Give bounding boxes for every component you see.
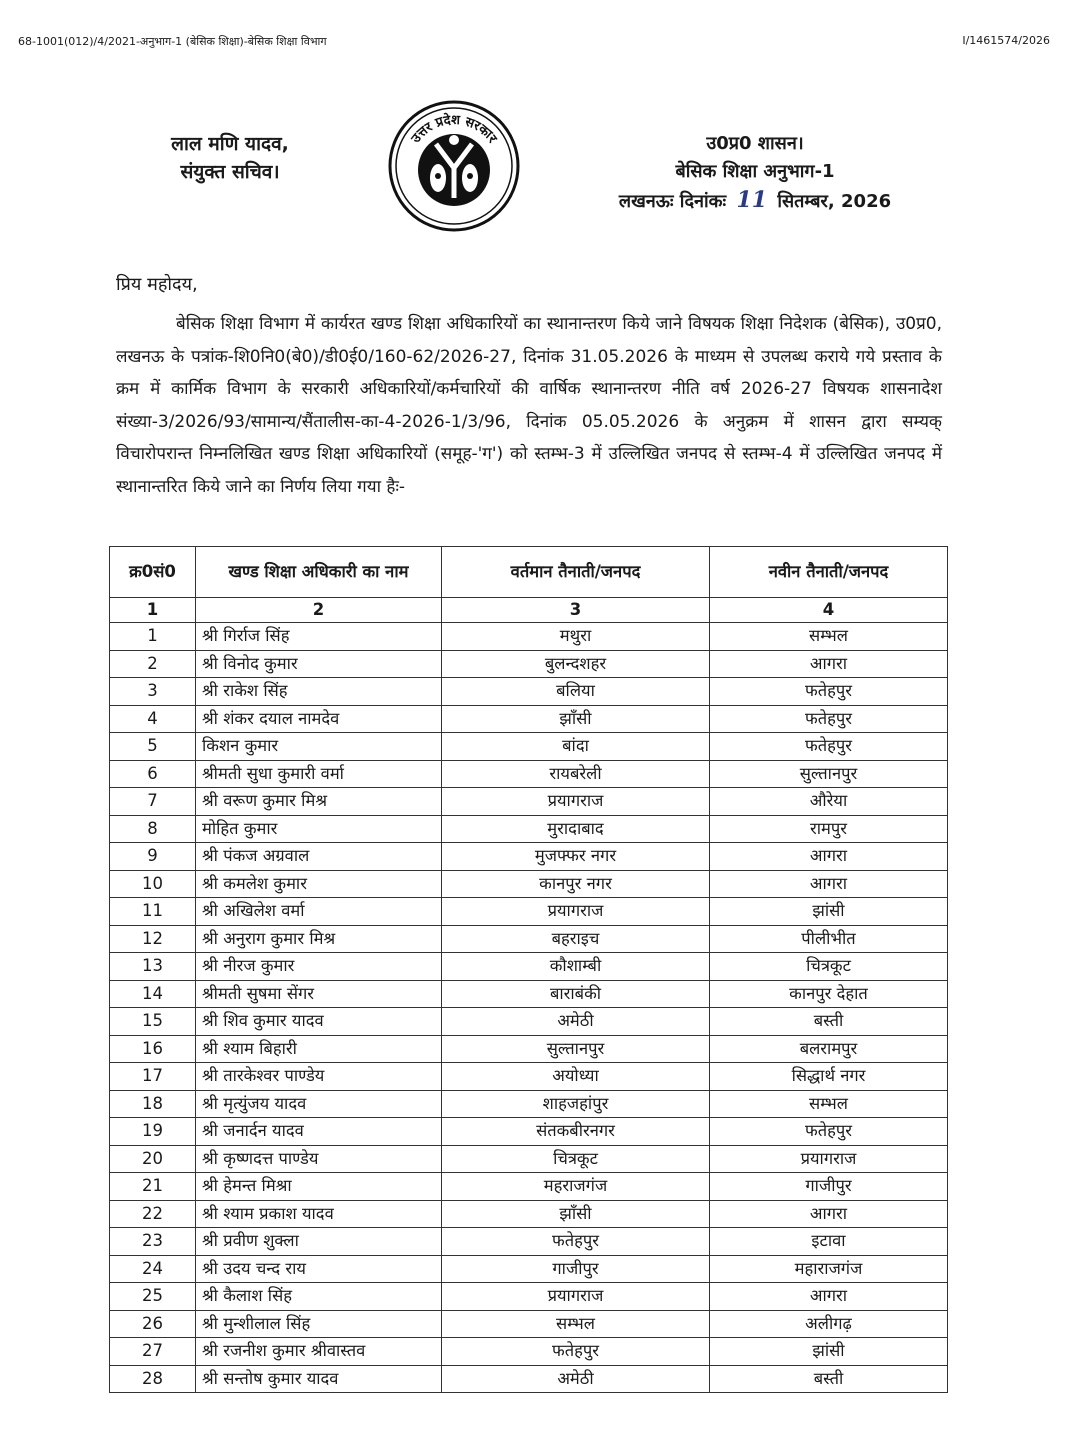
new-posting-cell: कानपुर देहात [710, 980, 948, 1008]
transfer-table-body [110, 623, 948, 1393]
letter-body-text: बेसिक शिक्षा विभाग में कार्यरत खण्ड शिक्षा अधिकारियों का स्थानान्तरण किये जाने विषयक शिक्षा निदेशक (बेसिक), उ0प्र0, लखनऊ के पत्रांक-शि0नि0(बे0)/डी0ई0/160-62/2026-27, दिनांक 31.05.2026 के माध्यम से उपलब्ध कराये गये प्रस्ताव के क्रम में कार्मिक विभाग के सरकारी अधिकारियों/कर्मचारियों की वार्षिक स्थानान्तरण नीति वर्ष 2026-27 विषयक शासनादेश संख्या-3/2026/93/सामान्य/सैंतालीस-का-4-2026-1/3/96, दिनांक 05.05.2026 के अनुक्रम में शासन द्वारा सम्यक् विचारोपरान्त निम्नलिखित खण्ड शिक्षा अधिकारियों (समूह-'ग') को स्तम्भ-3 में उल्लिखित जनपद से स्तम्भ-4 में उल्लिखित जनपद में स्थानान्तरित किये जाने का निर्णय लिया गया हैः- [116, 314, 942, 497]
sender-designation: संयुक्त सचिव। [180, 161, 280, 183]
new-posting-cell: अलीगढ़ [710, 1310, 948, 1338]
table-row [110, 1173, 948, 1201]
current-posting-cell: बाराबंकी [442, 980, 710, 1008]
officer-name-cell: श्री अनुराग कुमार मिश्र [196, 925, 442, 953]
date-prefix: लखनऊः दिनांकः [618, 191, 727, 212]
new-posting-cell: फतेहपुर [710, 678, 948, 706]
new-posting-cell: आगरा [710, 1200, 948, 1228]
date-day-handwritten: 11 [736, 187, 768, 213]
current-posting-cell: सुल्तानपुर [442, 1035, 710, 1063]
letter-body [116, 308, 942, 503]
serial-number-cell: 11 [110, 898, 196, 926]
officer-name-cell: श्री हेमन्त मिश्रा [196, 1173, 442, 1201]
column-number-row [110, 598, 948, 623]
current-posting-cell: रायबरेली [442, 760, 710, 788]
current-posting-cell: महराजगंज [442, 1173, 710, 1201]
serial-number-cell: 8 [110, 815, 196, 843]
serial-number-cell: 24 [110, 1255, 196, 1283]
new-posting-cell: सम्भल [710, 623, 948, 651]
column-number: 4 [710, 598, 948, 623]
table-row [110, 898, 948, 926]
officer-name-cell: श्री रजनीश कुमार श्रीवास्तव [196, 1338, 442, 1366]
table-row [110, 815, 948, 843]
up-government-emblem-icon [386, 98, 522, 234]
table-row [110, 650, 948, 678]
column-number: 1 [110, 598, 196, 623]
serial-number-cell: 5 [110, 733, 196, 761]
officer-name-cell: श्री अखिलेश वर्मा [196, 898, 442, 926]
current-posting-cell: अयोध्या [442, 1063, 710, 1091]
current-posting-cell: मथुरा [442, 623, 710, 651]
table-row [110, 678, 948, 706]
office-line-2: बेसिक शिक्षा अनुभाग-1 [675, 161, 835, 182]
serial-number-cell: 7 [110, 788, 196, 816]
table-row [110, 870, 948, 898]
sender-name: लाल मणि यादव, [171, 133, 289, 155]
new-posting-cell: सम्भल [710, 1090, 948, 1118]
current-posting-cell: झाँसी [442, 705, 710, 733]
table-row [110, 1090, 948, 1118]
new-posting-cell: फतेहपुर [710, 733, 948, 761]
emblem-text: उत्तर प्रदेश सरकार [408, 112, 500, 147]
table-row [110, 1035, 948, 1063]
serial-number-cell: 22 [110, 1200, 196, 1228]
officer-name-cell: श्री कमलेश कुमार [196, 870, 442, 898]
serial-number-cell: 20 [110, 1145, 196, 1173]
officer-name-cell: श्री उदय चन्द राय [196, 1255, 442, 1283]
serial-number-cell: 23 [110, 1228, 196, 1256]
new-posting-cell: पीलीभीत [710, 925, 948, 953]
serial-number-cell: 1 [110, 623, 196, 651]
current-posting-cell: कानपुर नगर [442, 870, 710, 898]
current-posting-cell: प्रयागराज [442, 788, 710, 816]
new-posting-cell: फतेहपुर [710, 705, 948, 733]
current-posting-cell: फतेहपुर [442, 1228, 710, 1256]
serial-number-cell: 27 [110, 1338, 196, 1366]
new-posting-cell: झांसी [710, 1338, 948, 1366]
new-posting-cell: आगरा [710, 650, 948, 678]
officer-name-cell: श्री प्रवीण शुक्ला [196, 1228, 442, 1256]
document-id: I/1461574/2026 [962, 34, 1050, 47]
table-row [110, 1338, 948, 1366]
table-row [110, 925, 948, 953]
current-posting-cell: संतकबीरनगर [442, 1118, 710, 1146]
date-line [570, 186, 940, 216]
new-posting-cell: महाराजगंज [710, 1255, 948, 1283]
table-row [110, 1118, 948, 1146]
current-posting-cell: बहराइच [442, 925, 710, 953]
current-posting-cell: फतेहपुर [442, 1338, 710, 1366]
officer-name-cell: मोहित कुमार [196, 815, 442, 843]
serial-number-cell: 14 [110, 980, 196, 1008]
new-posting-cell: झांसी [710, 898, 948, 926]
table-header-row [110, 547, 948, 598]
officer-name-cell: श्री श्याम बिहारी [196, 1035, 442, 1063]
serial-number-cell: 18 [110, 1090, 196, 1118]
serial-number-cell: 25 [110, 1283, 196, 1311]
header-serial: क्र0सं0 [110, 547, 196, 598]
officer-name-cell: श्री श्याम प्रकाश यादव [196, 1200, 442, 1228]
officer-name-cell: श्री मृत्युंजय यादव [196, 1090, 442, 1118]
date-suffix: सितम्बर, 2026 [777, 191, 892, 212]
new-posting-cell: बलरामपुर [710, 1035, 948, 1063]
table-row [110, 1255, 948, 1283]
officer-name-cell: किशन कुमार [196, 733, 442, 761]
serial-number-cell: 21 [110, 1173, 196, 1201]
officer-name-cell: श्री वरूण कुमार मिश्र [196, 788, 442, 816]
table-row [110, 1310, 948, 1338]
officer-name-cell: श्री कृष्णदत्त पाण्डेय [196, 1145, 442, 1173]
new-posting-cell: आगरा [710, 870, 948, 898]
serial-number-cell: 3 [110, 678, 196, 706]
file-reference: 68-1001(012)/4/2021-अनुभाग-1 (बेसिक शिक्षा)-बेसिक शिक्षा विभाग [18, 35, 327, 48]
officer-name-cell: श्री कैलाश सिंह [196, 1283, 442, 1311]
new-posting-cell: गाजीपुर [710, 1173, 948, 1201]
serial-number-cell: 26 [110, 1310, 196, 1338]
serial-number-cell: 2 [110, 650, 196, 678]
officer-name-cell: श्री पंकज अग्रवाल [196, 843, 442, 871]
table-row [110, 980, 948, 1008]
officer-name-cell: श्री गिर्राज सिंह [196, 623, 442, 651]
current-posting-cell: अमेठी [442, 1008, 710, 1036]
table-row [110, 843, 948, 871]
table-row [110, 953, 948, 981]
table-row [110, 1008, 948, 1036]
office-line-1: उ0प्र0 शासन। [706, 133, 804, 154]
serial-number-cell: 6 [110, 760, 196, 788]
table-row [110, 1228, 948, 1256]
new-posting-cell: बस्ती [710, 1365, 948, 1393]
new-posting-cell: सिद्धार्थ नगर [710, 1063, 948, 1091]
current-posting-cell: मुरादाबाद [442, 815, 710, 843]
current-posting-cell: बुलन्दशहर [442, 650, 710, 678]
table-row [110, 1200, 948, 1228]
header-new-posting: नवीन तैनाती/जनपद [710, 547, 948, 598]
officer-name-cell: श्री जनार्दन यादव [196, 1118, 442, 1146]
current-posting-cell: प्रयागराज [442, 1283, 710, 1311]
current-posting-cell: कौशाम्बी [442, 953, 710, 981]
new-posting-cell: इटावा [710, 1228, 948, 1256]
table-row [110, 1365, 948, 1393]
officer-name-cell: श्री शिव कुमार यादव [196, 1008, 442, 1036]
table-row [110, 1145, 948, 1173]
office-block [570, 130, 940, 216]
table-row [110, 733, 948, 761]
current-posting-cell: चित्रकूट [442, 1145, 710, 1173]
new-posting-cell: बस्ती [710, 1008, 948, 1036]
header-officer-name: खण्ड शिक्षा अधिकारी का नाम [196, 547, 442, 598]
current-posting-cell: बांदा [442, 733, 710, 761]
serial-number-cell: 28 [110, 1365, 196, 1393]
officer-name-cell: श्री शंकर दयाल नामदेव [196, 705, 442, 733]
new-posting-cell: सुल्तानपुर [710, 760, 948, 788]
transfer-table [109, 546, 948, 1393]
officer-name-cell: श्री तारकेश्वर पाण्डेय [196, 1063, 442, 1091]
officer-name-cell: श्री राकेश सिंह [196, 678, 442, 706]
serial-number-cell: 17 [110, 1063, 196, 1091]
column-number: 3 [442, 598, 710, 623]
new-posting-cell: आगरा [710, 1283, 948, 1311]
officer-name-cell: श्रीमती सुधा कुमारी वर्मा [196, 760, 442, 788]
header-current-posting: वर्तमान तैनाती/जनपद [442, 547, 710, 598]
table-row [110, 788, 948, 816]
new-posting-cell: रामपुर [710, 815, 948, 843]
sender-block [130, 130, 330, 186]
new-posting-cell: आगरा [710, 843, 948, 871]
table-row [110, 760, 948, 788]
officer-name-cell: श्री सन्तोष कुमार यादव [196, 1365, 442, 1393]
new-posting-cell: औरेया [710, 788, 948, 816]
serial-number-cell: 16 [110, 1035, 196, 1063]
current-posting-cell: प्रयागराज [442, 898, 710, 926]
current-posting-cell: मुजफ्फर नगर [442, 843, 710, 871]
serial-number-cell: 15 [110, 1008, 196, 1036]
serial-number-cell: 4 [110, 705, 196, 733]
table-row [110, 705, 948, 733]
table-row [110, 623, 948, 651]
current-posting-cell: सम्भल [442, 1310, 710, 1338]
serial-number-cell: 12 [110, 925, 196, 953]
table-row [110, 1063, 948, 1091]
column-number: 2 [196, 598, 442, 623]
current-posting-cell: बलिया [442, 678, 710, 706]
new-posting-cell: फतेहपुर [710, 1118, 948, 1146]
current-posting-cell: अमेठी [442, 1365, 710, 1393]
officer-name-cell: श्रीमती सुषमा सेंगर [196, 980, 442, 1008]
serial-number-cell: 10 [110, 870, 196, 898]
serial-number-cell: 19 [110, 1118, 196, 1146]
current-posting-cell: शाहजहांपुर [442, 1090, 710, 1118]
serial-number-cell: 13 [110, 953, 196, 981]
table-row [110, 1283, 948, 1311]
new-posting-cell: चित्रकूट [710, 953, 948, 981]
current-posting-cell: झाँसी [442, 1200, 710, 1228]
current-posting-cell: गाजीपुर [442, 1255, 710, 1283]
serial-number-cell: 9 [110, 843, 196, 871]
officer-name-cell: श्री विनोद कुमार [196, 650, 442, 678]
officer-name-cell: श्री मुन्शीलाल सिंह [196, 1310, 442, 1338]
salutation: प्रिय महोदय, [116, 274, 198, 295]
officer-name-cell: श्री नीरज कुमार [196, 953, 442, 981]
new-posting-cell: प्रयागराज [710, 1145, 948, 1173]
